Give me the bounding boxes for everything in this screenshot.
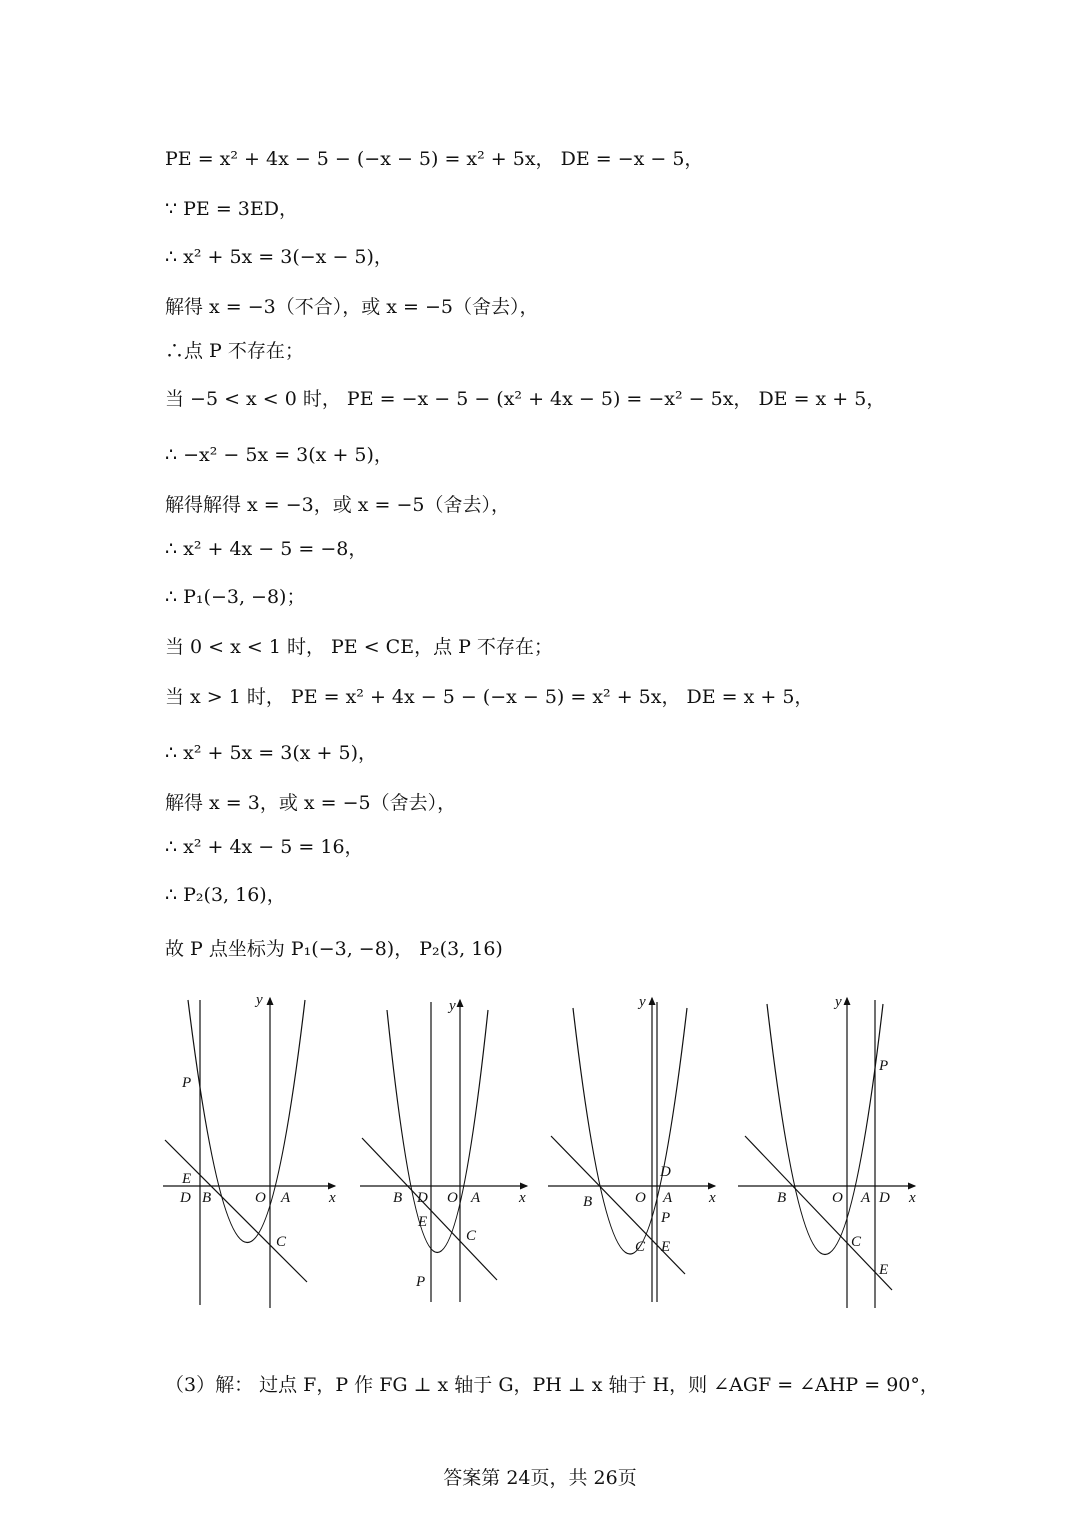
fig4-label-a: A	[861, 1190, 871, 1206]
fig4-label-c: C	[851, 1234, 862, 1250]
figure-4	[738, 994, 916, 1308]
line-7: ∴ −x² − 5x = 3(x + 5)，	[165, 444, 393, 466]
line-15: ∴ x² + 4x − 5 = 16，	[165, 836, 364, 858]
line-10: ∴ P₁(−3, −8)；	[165, 586, 306, 608]
fig1-label-e: E	[182, 1171, 192, 1187]
fig1-label-x: x	[329, 1190, 336, 1206]
fig2-label-p: P	[416, 1274, 426, 1290]
fig1-label-o: O	[255, 1190, 266, 1206]
fig3-label-e: E	[661, 1239, 671, 1255]
figure-1	[163, 992, 336, 1308]
fig4-label-o: O	[832, 1190, 843, 1206]
fig2-label-c: C	[466, 1228, 477, 1244]
line-4: 解得 x = −3（不合），或 x = −5（舍去），	[165, 296, 539, 318]
fig2-label-y: y	[449, 998, 456, 1014]
fig2-label-b: B	[393, 1190, 403, 1206]
fig4-label-x: x	[909, 1190, 916, 1206]
figure-3	[548, 994, 716, 1302]
line-8: 解得解得 x = −3，或 x = −5（舍去），	[165, 494, 511, 516]
line-11: 当 0 < x < 1 时， PE < CE，点 P 不存在；	[165, 636, 553, 658]
fig3-label-x: x	[709, 1190, 716, 1206]
fig4-label-b: B	[777, 1190, 787, 1206]
fig2-label-a: A	[471, 1190, 481, 1206]
page-footer: 答案第 24页，共 26页	[443, 1467, 637, 1489]
line-9: ∴ x² + 4x − 5 = −8，	[165, 538, 368, 560]
figure-2	[360, 998, 527, 1302]
line-6: 当 −5 < x < 0 时， PE = −x − 5 − (x² + 4x − 5) = −x² − 5x， DE = x + 5，	[165, 388, 886, 410]
fig2-label-x: x	[519, 1190, 526, 1206]
fig2-label-o: O	[447, 1190, 458, 1206]
line-3: ∴ x² + 5x = 3(−x − 5)，	[165, 246, 393, 268]
line-17: 故 P 点坐标为 P₁(−3, −8)， P₂(3, 16)	[165, 938, 503, 960]
line-16: ∴ P₂(3, 16)，	[165, 884, 286, 906]
line-2: ∵ PE = 3ED，	[165, 198, 298, 220]
fig3-label-y: y	[639, 994, 646, 1010]
fig1-label-p: P	[182, 1075, 192, 1091]
fig1-label-c: C	[276, 1234, 287, 1250]
fig4-label-d: D	[879, 1190, 890, 1206]
line-5: ∴点 P 不存在；	[165, 340, 304, 362]
parabola-figures	[155, 990, 925, 1320]
fig1-label-d: D	[180, 1190, 191, 1206]
fig3-label-p: P	[661, 1210, 671, 1226]
line-12: 当 x > 1 时， PE = x² + 4x − 5 − (−x − 5) = x² + 5x， DE = x + 5，	[165, 686, 814, 708]
fig3-label-d: D	[660, 1164, 671, 1180]
fig3-label-a: A	[663, 1190, 673, 1206]
fig1-label-b: B	[202, 1190, 212, 1206]
fig4-label-p: P	[879, 1058, 889, 1074]
line-13: ∴ x² + 5x = 3(x + 5)，	[165, 742, 377, 764]
fig3-label-o: O	[635, 1190, 646, 1206]
fig3-label-b: B	[583, 1194, 593, 1210]
fig1-label-y: y	[256, 992, 263, 1008]
line-14: 解得 x = 3，或 x = −5（舍去），	[165, 792, 457, 814]
fig1-label-a: A	[281, 1190, 291, 1206]
line-18: （3）解： 过点 F，P 作 FG ⊥ x 轴于 G，PH ⊥ x 轴于 H，则 ∠AGF = ∠AHP = 90°，	[165, 1374, 939, 1396]
fig3-label-c: C	[635, 1239, 646, 1255]
fig4-label-e: E	[879, 1262, 889, 1278]
fig4-label-y: y	[835, 994, 842, 1010]
fig2-label-e: E	[418, 1214, 428, 1230]
line-1: PE = x² + 4x − 5 − (−x − 5) = x² + 5x， DE = −x − 5，	[165, 148, 704, 170]
fig2-label-d: D	[417, 1190, 428, 1206]
